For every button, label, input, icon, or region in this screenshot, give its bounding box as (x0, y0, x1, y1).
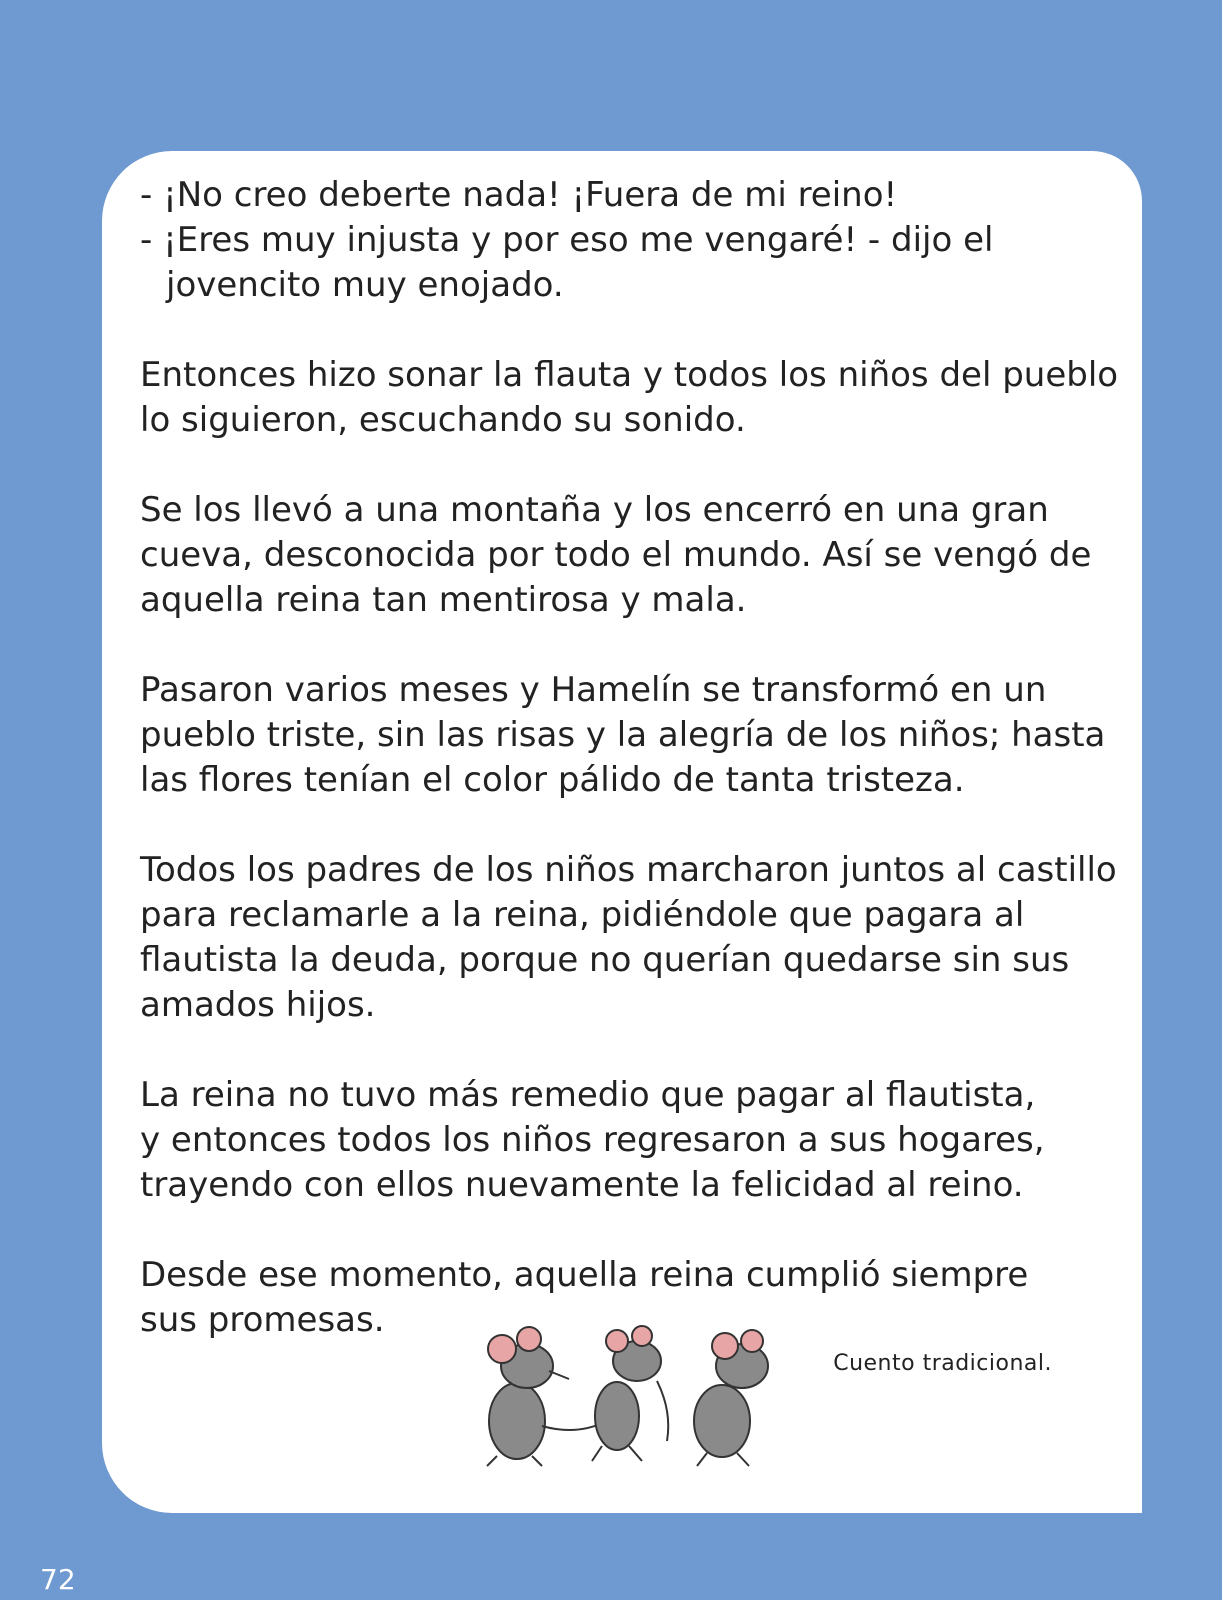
paragraph (140, 1073, 1120, 1208)
text-line: lo siguieron, escuchando su sonido. (140, 400, 746, 440)
text-line: Desde ese momento, aquella reina cumplió siempre (140, 1255, 1029, 1295)
mouse-right (694, 1330, 768, 1466)
mice-illustration (457, 1321, 777, 1471)
text-line: Pasaron varios meses y Hamelín se transformó en un (140, 670, 1047, 710)
text-line: cueva, desconocida por todo el mundo. Así se vengó de (140, 535, 1092, 575)
dialogue-line: - ¡No creo deberte nada! ¡Fuera de mi reino! (140, 175, 898, 215)
paragraph (140, 488, 1120, 623)
paragraph (140, 848, 1120, 1028)
text-line: pueblo triste, sin las risas y la alegría de los niños; hasta (140, 715, 1106, 755)
text-line: para reclamarle a la reina, pidiéndole que pagara al (140, 895, 1025, 935)
dialogue-block (140, 173, 1120, 308)
text-line: Entonces hizo sonar la flauta y todos los niños del pueblo (140, 355, 1119, 395)
text-line: amados hijos. (140, 985, 376, 1025)
text-line: Todos los padres de los niños marcharon juntos al castillo (140, 850, 1117, 890)
text-line: flautista la deuda, porque no querían quedarse sin sus (140, 940, 1070, 980)
story-text (140, 173, 1120, 1343)
text-line: sus promesas. (140, 1300, 385, 1340)
text-line: Se los llevó a una montaña y los encerró en una gran (140, 490, 1049, 530)
paragraph (140, 353, 1120, 443)
text-line: trayendo con ellos nuevamente la felicidad al reino. (140, 1165, 1024, 1205)
story-card (102, 151, 1142, 1513)
text-line: y entonces todos los niños regresaron a sus hogares, (140, 1120, 1045, 1160)
text-line: las flores tenían el color pálido de tanta tristeza. (140, 760, 965, 800)
dialogue-line: - ¡Eres muy injusta y por eso me vengaré! - dijo el (140, 220, 994, 260)
story-credit: Cuento tradicional. (833, 1351, 1052, 1376)
page-number: 72 (40, 1563, 76, 1596)
dialogue-line: jovencito muy enojado. (166, 265, 564, 305)
text-line: La reina no tuvo más remedio que pagar al flautista, (140, 1075, 1036, 1115)
mouse-middle (592, 1326, 668, 1461)
text-line: aquella reina tan mentirosa y mala. (140, 580, 747, 620)
paragraph (140, 668, 1120, 803)
mouse-left (487, 1327, 607, 1466)
